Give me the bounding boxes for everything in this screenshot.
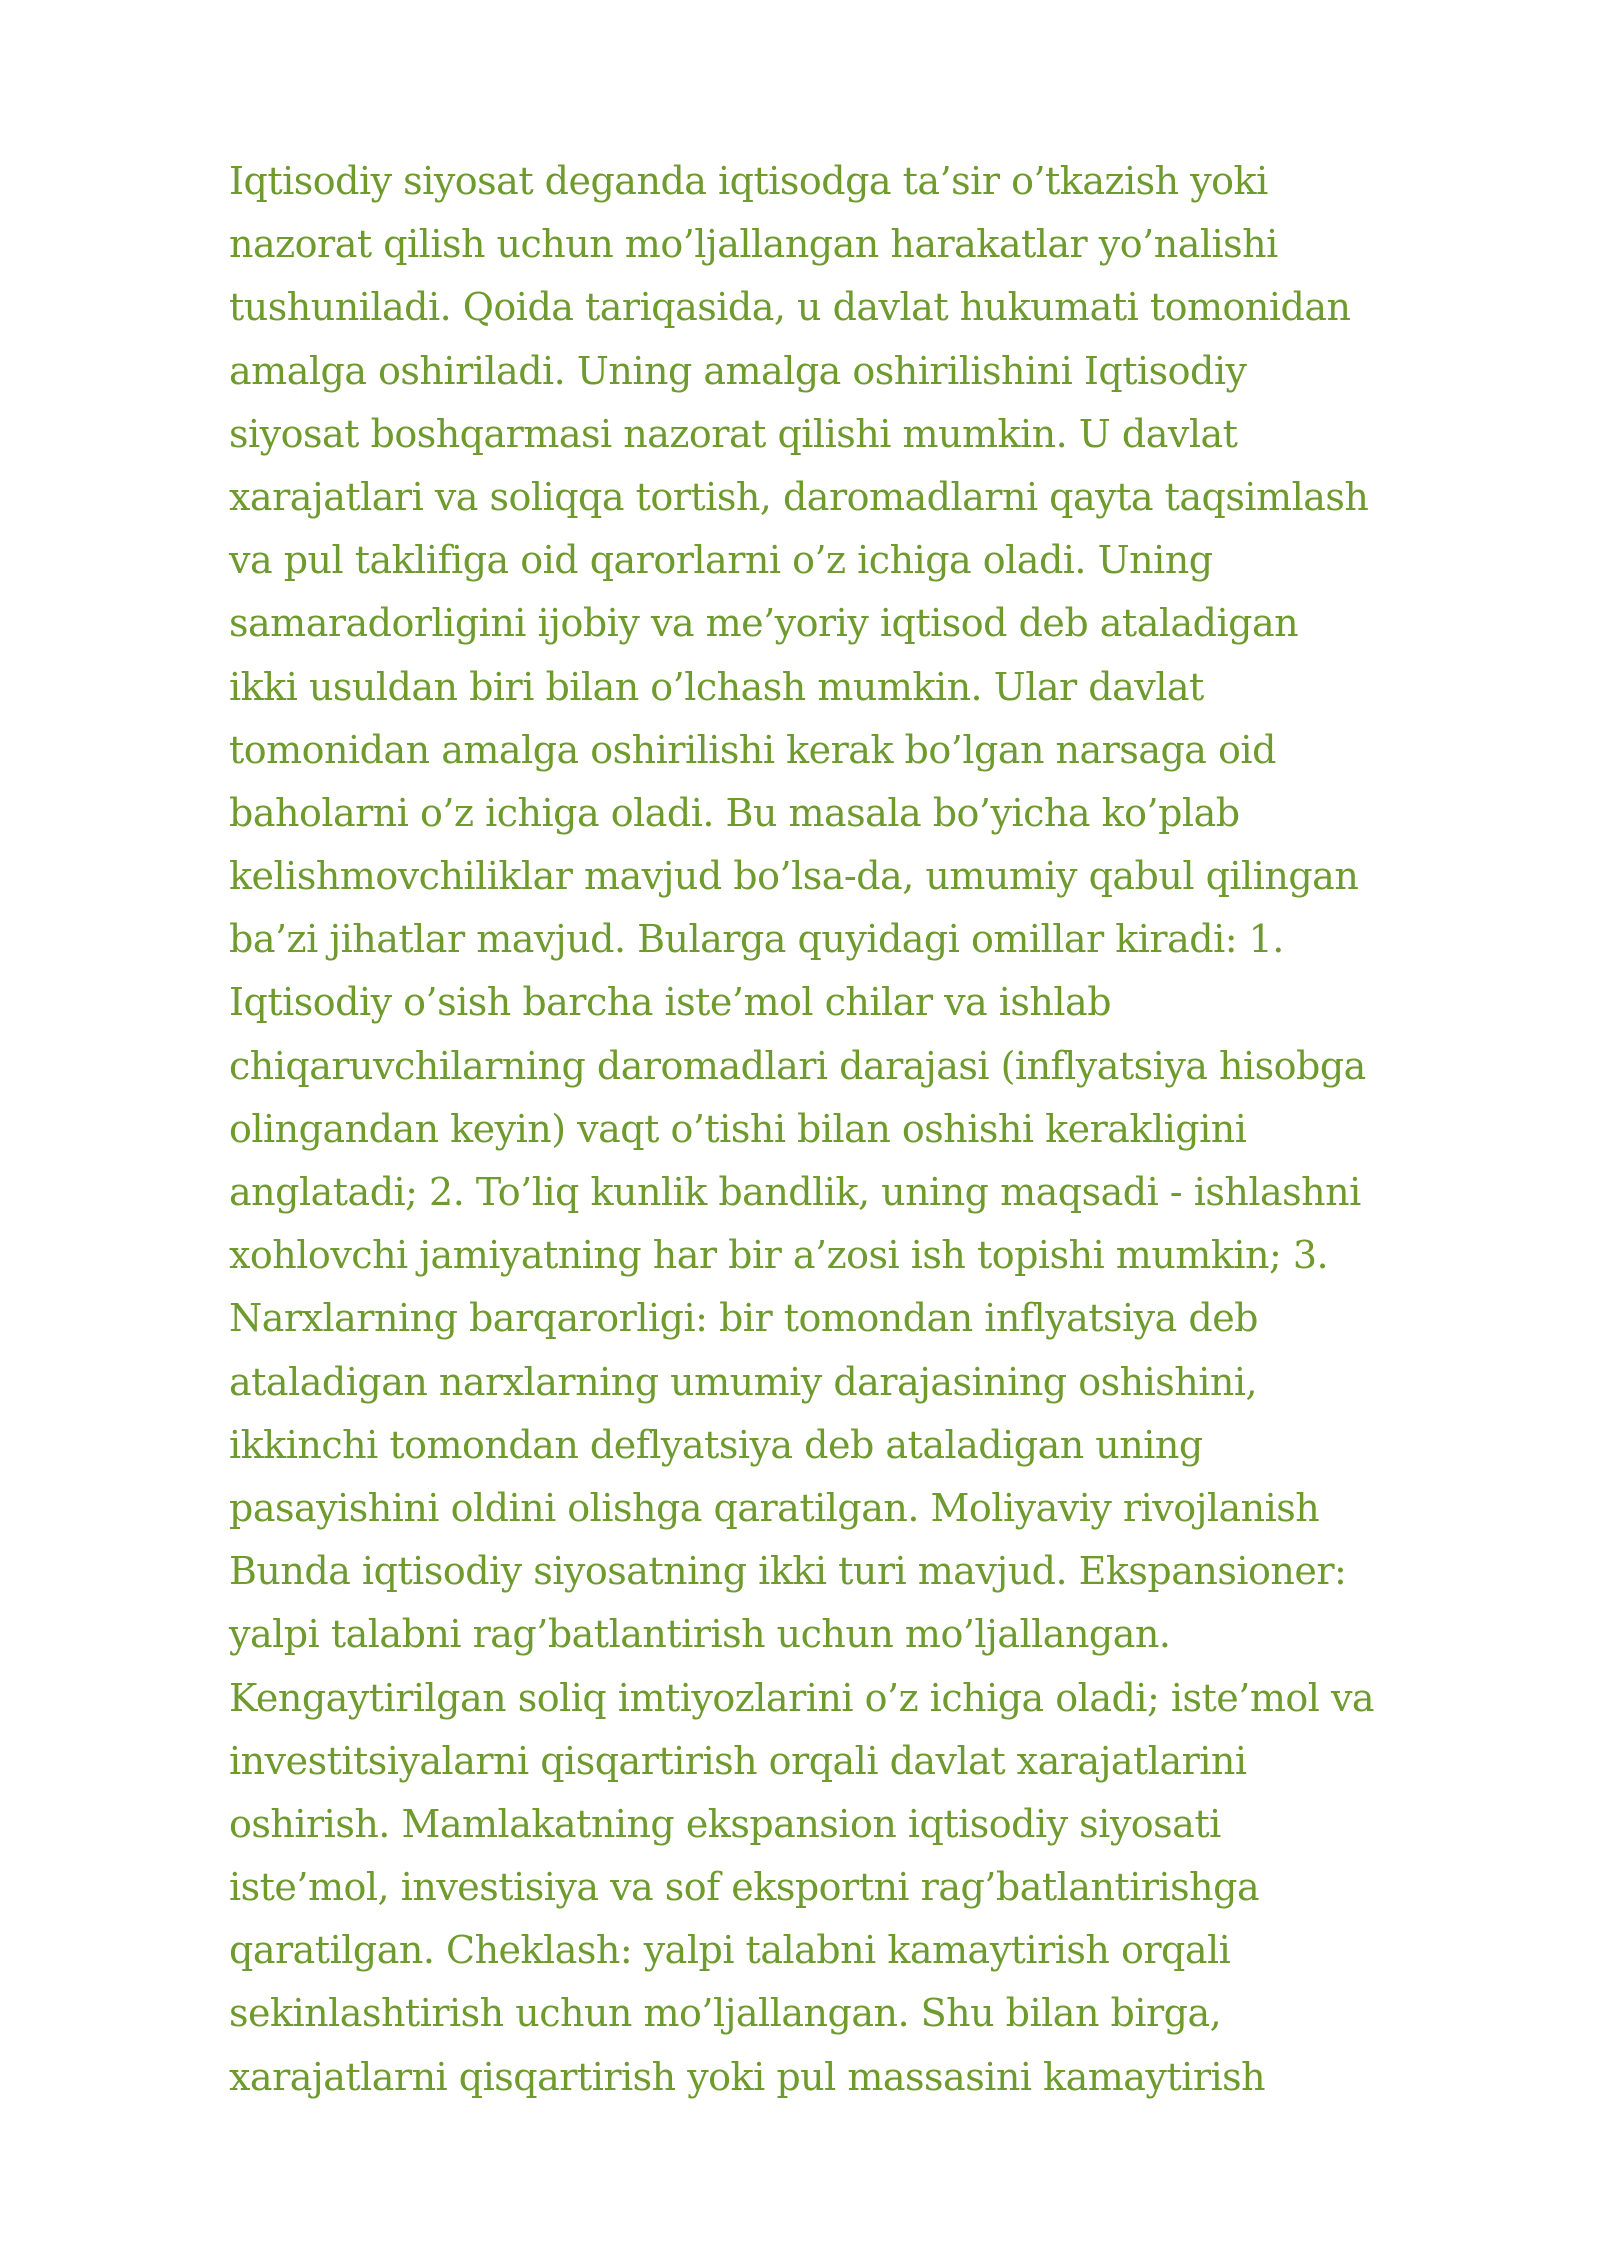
text-line: samaradorligini ijobiy va me’yoriy iqtisod deb ataladigan <box>229 601 1299 646</box>
text-line: siyosat boshqarmasi nazorat qilishi mumkin. U davlat <box>229 411 1238 456</box>
text-line: ataladigan narxlarning umumiy darajasining oshishini, <box>229 1359 1258 1404</box>
text-line: iste’mol, investisiya va sof eksportni rag’batlantirishga <box>229 1865 1260 1910</box>
text-line: anglatadi; 2. To’liq kunlik bandlik, uning maqsadi - ishlashni <box>229 1170 1361 1214</box>
text-line: tushuniladi. Qoida tariqasida, u davlat hukumati tomonidan <box>229 285 1351 330</box>
text-line: sekinlashtirish uchun mo’ljallangan. Shu bilan birga, <box>229 1991 1222 2036</box>
text-line: ikkinchi tomondan deflyatsiya deb ataladigan uning <box>229 1422 1203 1467</box>
text-line: Narxlarning barqarorligi: bir tomondan inflyatsiya deb <box>229 1296 1259 1341</box>
text-line: xohlovchi jamiyatning har bir a’zosi ish topishi mumkin; 3. <box>229 1233 1329 1278</box>
text-line: investitsiyalarni qisqartirish orqali davlat xarajatlarini <box>229 1738 1247 1783</box>
text-line: tomonidan amalga oshirilishi kerak bo’lgan narsaga oid <box>229 727 1276 772</box>
body-text <box>229 150 1529 2109</box>
text-line: qaratilgan. Cheklash: yalpi talabni kamaytirish orqali <box>229 1928 1231 1973</box>
text-line: yalpi talabni rag’batlantirish uchun mo’ljallangan. <box>229 1612 1171 1657</box>
text-line: Iqtisodiy siyosat deganda iqtisodga ta’sir o’tkazish yoki <box>229 159 1268 203</box>
text-line: xarajatlari va soliqqa tortish, daromadlarni qayta taqsimlash <box>229 474 1369 519</box>
text-line: oshirish. Mamlakatning ekspansion iqtisodiy siyosati <box>229 1801 1221 1846</box>
text-line: ikki usuldan biri bilan o’lchash mumkin. Ular davlat <box>229 664 1204 709</box>
text-line: baholarni o’z ichiga oladi. Bu masala bo’yicha ko’plab <box>229 790 1240 835</box>
text-line: nazorat qilish uchun mo’ljallangan harakatlar yo’nalishi <box>229 222 1278 267</box>
text-line: xarajatlarni qisqartirish yoki pul massasini kamaytirish <box>229 2054 1266 2099</box>
text-line: kelishmovchiliklar mavjud bo’lsa-da, umumiy qabul qilingan <box>229 854 1359 899</box>
text-line: olingandan keyin) vaqt o’tishi bilan oshishi kerakligini <box>229 1106 1247 1151</box>
text-line: amalga oshiriladi. Uning amalga oshirilishini Iqtisodiy <box>229 348 1247 393</box>
text-line: Bunda iqtisodiy siyosatning ikki turi mavjud. Ekspansioner: <box>229 1549 1347 1594</box>
text-line: Iqtisodiy o’sish barcha iste’mol chilar va ishlab <box>229 980 1112 1025</box>
text-line: ba’zi jihatlar mavjud. Bularga quyidagi omillar kiradi: 1. <box>229 917 1284 962</box>
text-line: pasayishini oldini olishga qaratilgan. Moliyaviy rivojlanish <box>229 1485 1320 1530</box>
text-line: Kengaytirilgan soliq imtiyozlarini o’z ichiga oladi; iste’mol va <box>229 1675 1375 1720</box>
text-line: chiqaruvchilarning daromadlari darajasi (inflyatsiya hisobga <box>229 1043 1366 1088</box>
text-line: va pul taklifiga oid qarorlarni o’z ichiga oladi. Uning <box>229 538 1213 583</box>
